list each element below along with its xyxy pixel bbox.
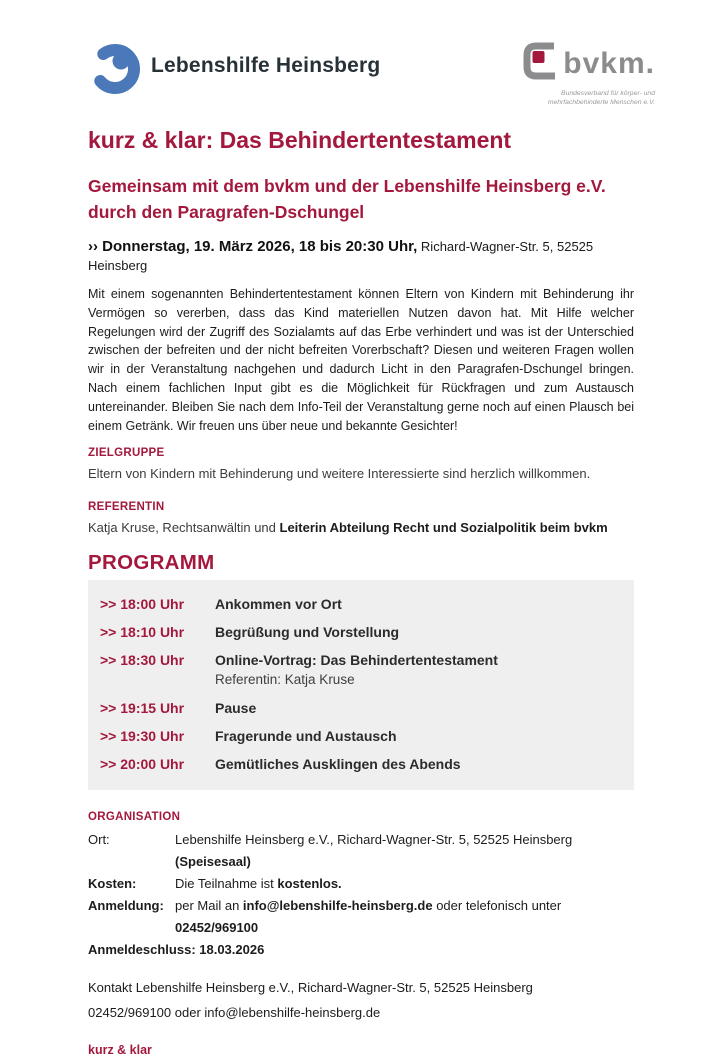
kontakt-line1: Kontakt Lebenshilfe Heinsberg e.V., Richard-Wagner-Str. 5, 52525 Heinsberg xyxy=(88,980,533,996)
program-row xyxy=(88,618,634,646)
intro-paragraph: Mit einem sogenannten Behindertentestament können Eltern von Kindern mit Behinderung ihr Vermögen so vererben, dass das Kind materiellen Nutzen davon hat. Mit Hilfe welcher Regelungen wird der Zugriff des Sozialamts auf das Erbe verhindert und was ist der Unterschied zwischen der befreiten und der nicht befreiten Vorerbschaft? Diesen und weiteren Fragen wollen wir in der Veranstaltung nachgehen und dadurch Licht in den Paragrafen-Dschungel bringen. Nach einem fachlichen Input gibt es die Möglichkeit für Rückfragen und zum Austausch untereinander. Bleiben Sie nach dem Info-Teil der Veranstaltung gerne noch auf einen Plausch bei einem Getränk. Wir freuen uns über neue und bekannte Gesichter! xyxy=(88,287,634,433)
event-date-line xyxy=(88,237,634,275)
program-row xyxy=(88,694,634,722)
org-label: Anmeldung: xyxy=(88,898,164,914)
org-row-kosten xyxy=(88,873,634,895)
program-title: Pause xyxy=(215,700,257,717)
org-value-room: (Speisesaal) xyxy=(175,854,251,870)
zielgruppe-text: Eltern von Kindern mit Behinderung und weitere Interessierte sind herzlich willkommen. xyxy=(88,466,591,482)
program-row xyxy=(88,750,634,778)
org-value: Die Teilnahme ist kostenlos. xyxy=(175,876,342,892)
program-time: >> 18:30 Uhr xyxy=(100,652,185,669)
program-row xyxy=(88,722,634,750)
organisation-rows xyxy=(88,829,634,961)
lebenshilfe-figure-icon xyxy=(88,35,144,97)
bvkm-logo-text: bvkm. xyxy=(563,46,655,80)
page-subtitle-line2: durch den Paragrafen-Dschungel xyxy=(88,202,365,222)
org-row-anmeldeschluss: Anmeldeschluss: 18.03.2026 xyxy=(88,942,265,958)
program-title: Begrüßung und Vorstellung xyxy=(215,624,400,641)
program-subtitle: Referentin: Katja Kruse xyxy=(215,672,355,688)
bvkm-tagline: Bundesverband für körper- und mehrfachbehinderte Menschen e.V. xyxy=(547,90,655,106)
org-value-free: kostenlos. xyxy=(277,876,342,892)
footer-brand: kurz & klar xyxy=(88,1043,152,1057)
org-value: Lebenshilfe Heinsberg e.V., Richard-Wagner-Str. 5, 52525 Heinsberg (Speisesaal) xyxy=(175,832,573,870)
page-title: kurz & klar: Das Behindertentestament xyxy=(88,127,512,153)
program-time: >> 18:10 Uhr xyxy=(100,624,185,641)
kontakt-block xyxy=(88,975,634,1025)
program-time: >> 19:15 Uhr xyxy=(100,700,185,717)
referentin-text xyxy=(88,519,634,537)
program-table xyxy=(88,580,634,790)
org-label: Ort: xyxy=(88,832,110,848)
program-title: Fragerunde und Austausch xyxy=(215,728,397,745)
org-row-ort xyxy=(88,829,634,873)
section-label-zielgruppe: ZIELGRUPPE xyxy=(88,447,165,460)
org-row-anmeldung xyxy=(88,895,634,939)
page-subtitle xyxy=(88,173,634,225)
bvkm-logo xyxy=(521,41,655,107)
org-label: Kosten: xyxy=(88,876,137,892)
program-title: Gemütliches Ausklingen des Abends xyxy=(215,756,461,773)
org-email: info@lebenshilfe-heinsberg.de xyxy=(242,898,433,914)
program-time: >> 20:00 Uhr xyxy=(100,756,185,773)
org-value: per Mail an info@lebenshilfe-heinsberg.de oder telefonisch unter 02452/969100 xyxy=(175,898,562,936)
referentin-role: Leiterin Abteilung Recht und Sozialpolitik beim bvkm xyxy=(279,520,608,536)
bvkm-c-icon xyxy=(521,41,559,86)
programm-heading: PROGRAMM xyxy=(88,551,215,575)
kontakt-line2: 02452/969100 oder info@lebenshilfe-heinsberg.de xyxy=(88,1005,381,1021)
section-label-organisation: ORGANISATION xyxy=(88,811,181,824)
event-date-time: ›› Donnerstag, 19. März 2026, 18 bis 20:30 Uhr, xyxy=(88,238,418,255)
event-location: Richard-Wagner-Str. 5, 52525 Heinsberg xyxy=(88,239,594,273)
section-label-referentin: REFERENTIN xyxy=(88,501,165,514)
lebenshilfe-logo xyxy=(88,35,380,97)
org-phone: 02452/969100 xyxy=(175,920,259,936)
referentin-name: Katja Kruse, Rechtsanwältin und xyxy=(88,520,280,536)
header xyxy=(88,35,655,106)
lebenshilfe-logo-text: Lebenshilfe Heinsberg xyxy=(151,54,381,77)
program-time: >> 19:30 Uhr xyxy=(100,728,185,745)
program-time: >> 18:00 Uhr xyxy=(100,596,185,613)
program-title: Online-Vortrag: Das Behindertentestament xyxy=(215,652,498,669)
program-row xyxy=(88,646,634,694)
program-row xyxy=(88,590,634,618)
program-title: Ankommen vor Ort xyxy=(215,596,342,613)
page-subtitle-line1: Gemeinsam mit dem bvkm und der Lebenshilfe Heinsberg e.V. xyxy=(88,176,606,196)
